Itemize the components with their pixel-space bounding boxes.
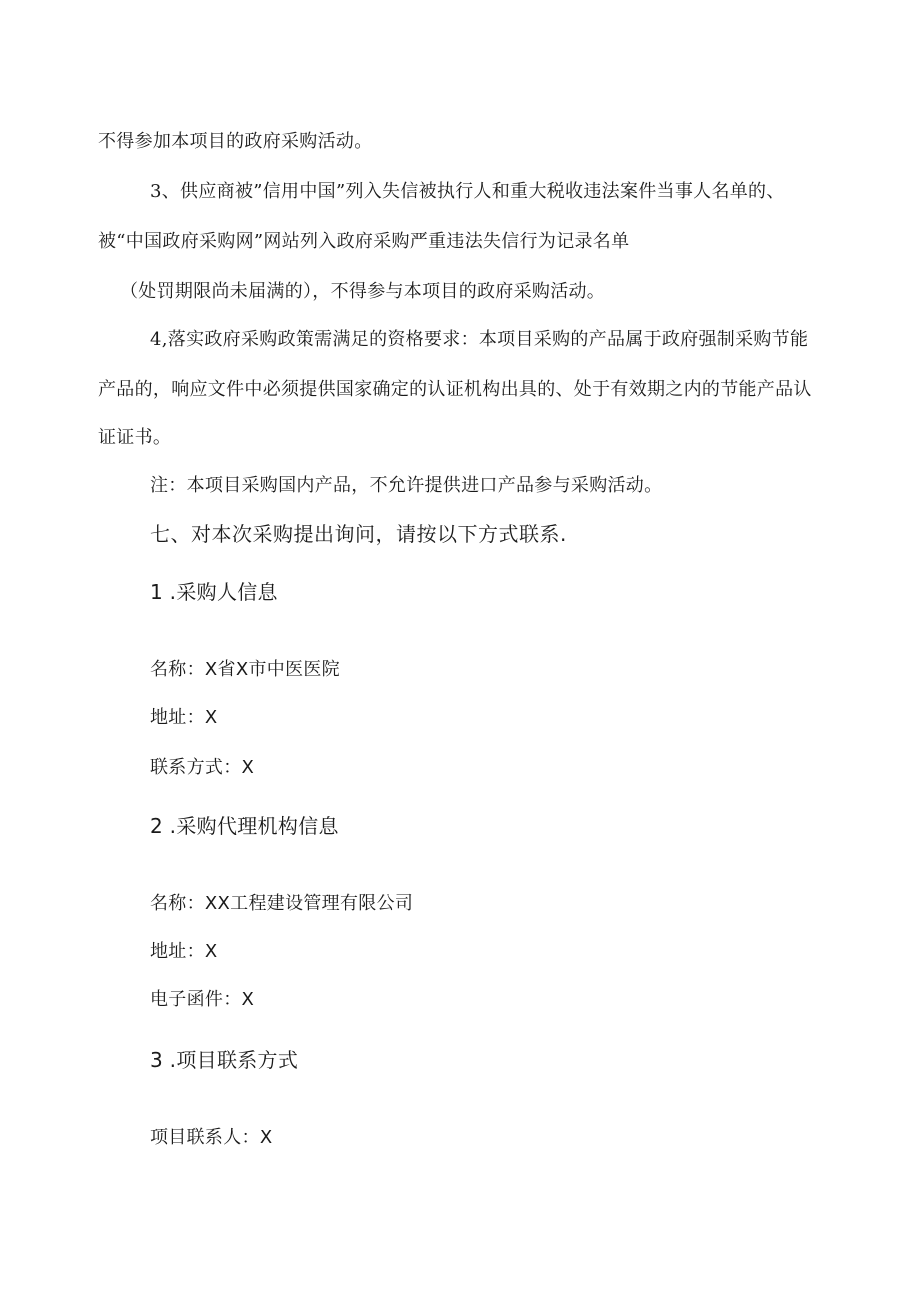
field-label: 地址： [150, 707, 205, 728]
purchaser-heading: 1 .采购人信息 [150, 580, 278, 604]
note-text: 注：本项目采购国内产品，不允许提供进口产品参与采购活动。 [150, 475, 663, 496]
field-label: 名称： [150, 893, 205, 914]
field-label: 名称： [150, 659, 205, 680]
field-value: X [241, 757, 255, 778]
field-label: 联系方式： [150, 757, 242, 778]
paragraph-line: 4,落实政府采购政策需满足的资格要求：本项目采购的产品属于政府强制采购节能 [150, 329, 809, 350]
agency-address-row [150, 940, 218, 964]
field-label: 地址： [150, 941, 205, 962]
agency-name-row [150, 892, 413, 916]
field-value: X [259, 1127, 273, 1148]
field-value: X [204, 707, 218, 728]
purchaser-name-row [150, 658, 340, 682]
section-heading: 七、对本次采购提出询问，请按以下方式联系. [150, 522, 567, 546]
field-value: X [204, 941, 218, 962]
paragraph-line: （处罚期限尚未届满的），不得参与本项目的政府采购活动。 [120, 281, 606, 302]
field-label: 项目联系人： [150, 1127, 260, 1148]
paragraph-line: 不得参加本项目的政府采购活动。 [98, 131, 373, 152]
purchaser-address-row [150, 706, 218, 730]
paragraph-line: 被“中国政府采购网”网站列入政府采购严重违法失信行为记录名单 [98, 231, 630, 252]
agency-heading: 2 .采购代理机构信息 [150, 814, 339, 838]
field-label: 电子函件： [150, 989, 242, 1010]
field-value: XX工程建设管理有限公司 [204, 893, 414, 914]
project-contact-person-row [150, 1126, 272, 1150]
agency-email-row [150, 988, 254, 1012]
paragraph-line: 3、供应商被”信用中国”列入失信被执行人和重大税收违法案件当事人名单的、 [150, 181, 785, 202]
field-value: X省X市中医医院 [204, 659, 340, 680]
field-value: X [241, 989, 255, 1010]
paragraph-line: 产品的，响应文件中必须提供国家确定的认证机构出具的、处于有效期之内的节能产品认 [98, 379, 812, 400]
project-heading: 3 .项目联系方式 [150, 1048, 299, 1072]
paragraph-line: 证证书。 [98, 427, 172, 448]
purchaser-contact-row [150, 756, 254, 780]
